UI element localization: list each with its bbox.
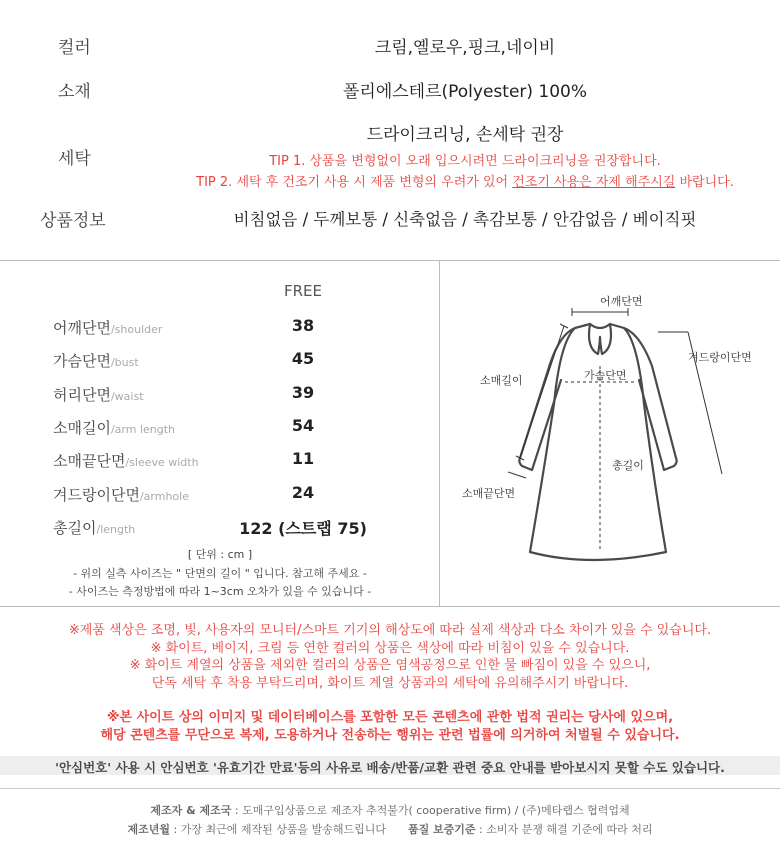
maker-label: 제조자 & 제조국 bbox=[150, 804, 232, 817]
size-value: 38 bbox=[291, 316, 315, 335]
wash-value: 드라이크리닝, 손세탁 권장 bbox=[366, 125, 564, 145]
divider bbox=[0, 260, 780, 261]
size-header: FREE bbox=[283, 282, 322, 300]
size-row bbox=[53, 384, 393, 406]
size-name: 어깨단면/shoulder bbox=[53, 319, 163, 337]
warranty-value: : 소비자 분쟁 해결 기준에 따라 처리 bbox=[475, 823, 653, 836]
diagram-label-sleeve-width: 소매끝단면 bbox=[462, 487, 516, 500]
legal-notice-2: 해당 콘텐츠를 무단으로 복제, 도용하거나 전송하는 행위는 관련 법률에 의거하여 처벌될 수 있습니다. bbox=[100, 728, 680, 743]
size-value: 45 bbox=[291, 349, 315, 368]
tip2-underline: 건조기 사용은 자제 해주시길 bbox=[512, 175, 676, 190]
wash-tip-1: TIP 1. 상품을 변형없이 오래 입으시려면 드라이크리닝을 권장합니다. bbox=[269, 154, 661, 169]
size-row bbox=[53, 450, 393, 472]
size-name: 겨드랑이단면/armhole bbox=[53, 486, 189, 504]
dress-outline bbox=[519, 324, 676, 560]
info-label: 상품정보 bbox=[40, 211, 106, 231]
size-note-2: - 사이즈는 측정방법에 따라 1~3cm 오차가 있을 수 있습니다 - bbox=[68, 585, 372, 598]
size-value: 39 bbox=[291, 383, 315, 402]
footer-maker bbox=[0, 802, 780, 818]
diagram-label-sleeve-length: 소매길이 bbox=[480, 374, 523, 387]
size-name: 총길이/length bbox=[53, 519, 136, 537]
unit-note: [ 단위 : cm ] bbox=[187, 548, 253, 561]
size-name: 가슴단면/bust bbox=[53, 352, 139, 370]
warranty-label: 품질 보증기준 bbox=[407, 823, 476, 836]
size-row bbox=[53, 484, 393, 506]
size-value: 11 bbox=[291, 449, 315, 468]
size-name: 허리단면/waist bbox=[53, 386, 144, 404]
shoulder-measure bbox=[572, 308, 628, 316]
tip2-end: 바랍니다. bbox=[675, 175, 734, 190]
notice-line-3: ※ 화이트 계열의 상품을 제외한 컬러의 상품은 염색공정으로 인한 물 빠짐이 있을 수 있으니, bbox=[129, 658, 651, 673]
wash-label: 세탁 bbox=[58, 149, 91, 169]
info-value: 비침없음 / 두께보통 / 신축없음 / 촉감보통 / 안감없음 / 베이직핏 bbox=[233, 210, 697, 229]
size-name: 소매끝단면/sleeve width bbox=[53, 452, 199, 470]
size-value: 24 bbox=[291, 483, 315, 502]
maker-value: : 도매구입상품으로 제조자 추적불가( cooperative firm) / (주)메타랩스 협력업체 bbox=[231, 804, 630, 817]
footer-date-warranty bbox=[0, 821, 780, 837]
size-row bbox=[53, 317, 393, 339]
date-label: 제조년월 bbox=[127, 823, 170, 836]
size-row bbox=[53, 417, 393, 439]
diagram-label-shoulder: 어깨단면 bbox=[600, 295, 643, 308]
diagram-label-armhole: 겨드랑이단면 bbox=[688, 351, 752, 364]
material-label: 소재 bbox=[58, 82, 91, 102]
notice-line-4: 단독 세탁 후 착용 부탁드리며, 화이트 계열 상품과의 세탁에 유의해주시기 바랍니다. bbox=[151, 676, 629, 691]
notice-line-1: ※제품 색상은 조명, 빛, 사용자의 모니터/스마트 기기의 해상도에 따라 실제 색상과 다소 차이가 있을 수 있습니다. bbox=[68, 623, 712, 638]
dress-diagram bbox=[440, 262, 780, 606]
wash-tip-2 bbox=[150, 171, 780, 190]
notice-line-2: ※ 화이트, 베이지, 크림 등 연한 컬러의 상품은 색상에 따라 비침이 있을 수 있습니다. bbox=[150, 641, 630, 656]
measure-lines bbox=[508, 308, 722, 552]
size-name: 소매길이/arm length bbox=[53, 419, 176, 437]
safety-notice: '안심번호' 사용 시 안심번호 '유효기간 만료'등의 사유로 배송/반품/교환 관련 중요 안내를 받아보시지 못할 수도 있습니다. bbox=[55, 760, 725, 775]
size-row bbox=[53, 517, 393, 539]
sleeve-width-measure bbox=[508, 472, 526, 478]
color-value: 크림,옐로우,핑크,네이비 bbox=[374, 38, 556, 58]
diagram-label-total-length: 총길이 bbox=[612, 459, 644, 472]
color-label: 컬러 bbox=[58, 38, 91, 58]
size-note-1: - 위의 실측 사이즈는 " 단면의 길이 " 입니다. 참고해 주세요 - bbox=[73, 567, 367, 580]
divider bbox=[0, 788, 780, 789]
legal-notice-1: ※본 사이트 상의 이미지 및 데이터베이스를 포함한 모든 콘텐츠에 관한 법적 권리는 당사에 있으며, bbox=[106, 710, 674, 725]
tip2-text: TIP 2. 세탁 후 건조기 사용 시 제품 변형의 우려가 있어 bbox=[196, 175, 513, 190]
size-value: 122 (스트랩 75) bbox=[239, 519, 367, 538]
divider bbox=[0, 606, 780, 607]
diagram-label-bust: 가슴단면 bbox=[584, 369, 627, 382]
size-row bbox=[53, 350, 393, 372]
size-value: 54 bbox=[291, 416, 315, 435]
material-value: 폴리에스테르(Polyester) 100% bbox=[342, 82, 588, 102]
date-value: : 가장 최근에 제작된 상품을 발송해드립니다 bbox=[170, 823, 386, 836]
